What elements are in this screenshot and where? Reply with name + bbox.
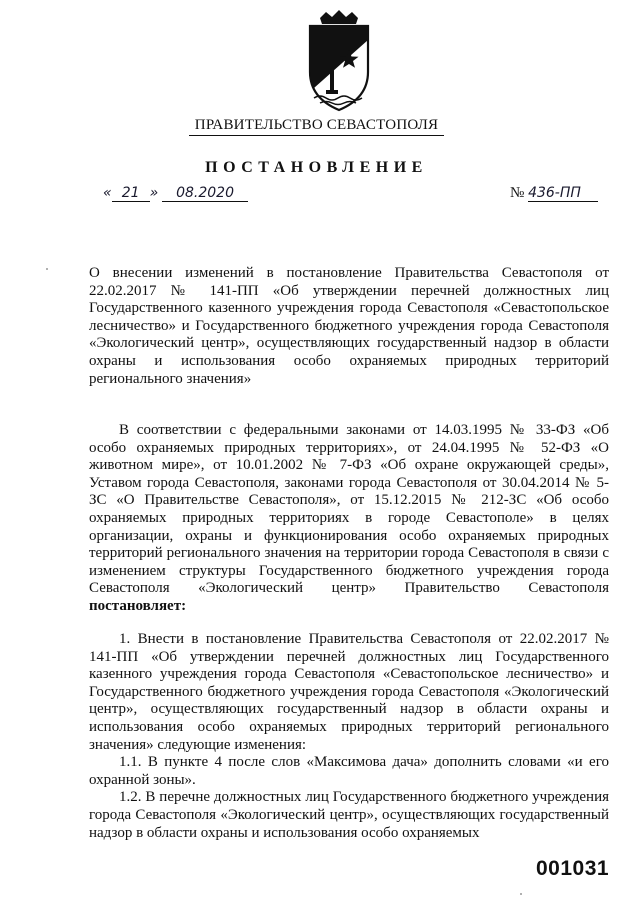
clause-1-1: 1.1. В пункте 4 после слов «Максимова дача» дополнить словами «и его охранной зоны». <box>89 754 609 788</box>
coat-of-arms-icon <box>300 10 378 112</box>
document-number-value: 436-ПП <box>528 185 598 202</box>
date-day: 21 <box>112 185 150 202</box>
clause-1-2: 1.2. В перечне должностных лиц Государственного бюджетного учреждения города Севастополя «Экологический центр», осуществляющих государственный надзор в области охраны и использования особо охраняемых <box>89 789 609 841</box>
decree-word: постановляет: <box>89 597 187 614</box>
document-date: « 21 » 08.2020 <box>103 185 248 202</box>
scan-speck <box>46 268 48 270</box>
document-body <box>89 631 609 842</box>
document-preamble: В соответствии с федеральными законами от 14.03.1995 № 33-ФЗ «Об особо охраняемых природных территориях», от 24.04.1995 № 52-ФЗ «О животном мире», от 10.01.2002 № 7-ФЗ «Об охране окружающей среды», Уставом города Севастополя, законами города Севастополя от 30.04.2014 № 5-ЗС «О Правительстве Севастополя», от 15.12.2015 № 212-ЗС «Об особо охраняемых природных территориях в городе Севастополе» в целях организации, охраны и функционирования особо охраняемых природных территорий регионального значения на территории города Севастополя в связи с изменением структуры Государственного бюджетного учреждения города Севастополя «Экологический центр» Правительство Севастополя постановляет: <box>89 422 609 614</box>
document-title: ПОСТАНОВЛЕНИЕ <box>205 159 428 176</box>
clause-1: 1. Внести в постановление Правительства Севастополя от 22.02.2017 № 141-ПП «Об утверждении перечней должностных лиц Государственного казенного учреждения города Севастополя «Севастопольское лесничество» и Государственного бюджетного учреждения города Севастополя «Экологический центр», осуществляющих государственный надзор в области охраны и использования особо охраняемых природных территорий регионального значения» следующие изменения: <box>89 631 609 753</box>
scan-speck <box>520 893 522 895</box>
organization-name: ПРАВИТЕЛЬСТВО СЕВАСТОПОЛЯ <box>0 117 633 136</box>
document-number: № 436-ПП <box>510 185 598 202</box>
document-subject: О внесении изменений в постановление Правительства Севастополя от 22.02.2017 № 141-ПП «Об утверждении перечней должностных лиц Государственного казенного учреждения города Севастополя «Севастопольское лесничество» и Государственного бюджетного учреждения города Севастополя «Экологический центр», осуществляющих государственный надзор в области охраны и использования особо охраняемых природных территорий регионального значения» <box>89 265 609 387</box>
serial-number: 001031 <box>536 857 610 880</box>
date-month-year: 08.2020 <box>162 185 248 202</box>
